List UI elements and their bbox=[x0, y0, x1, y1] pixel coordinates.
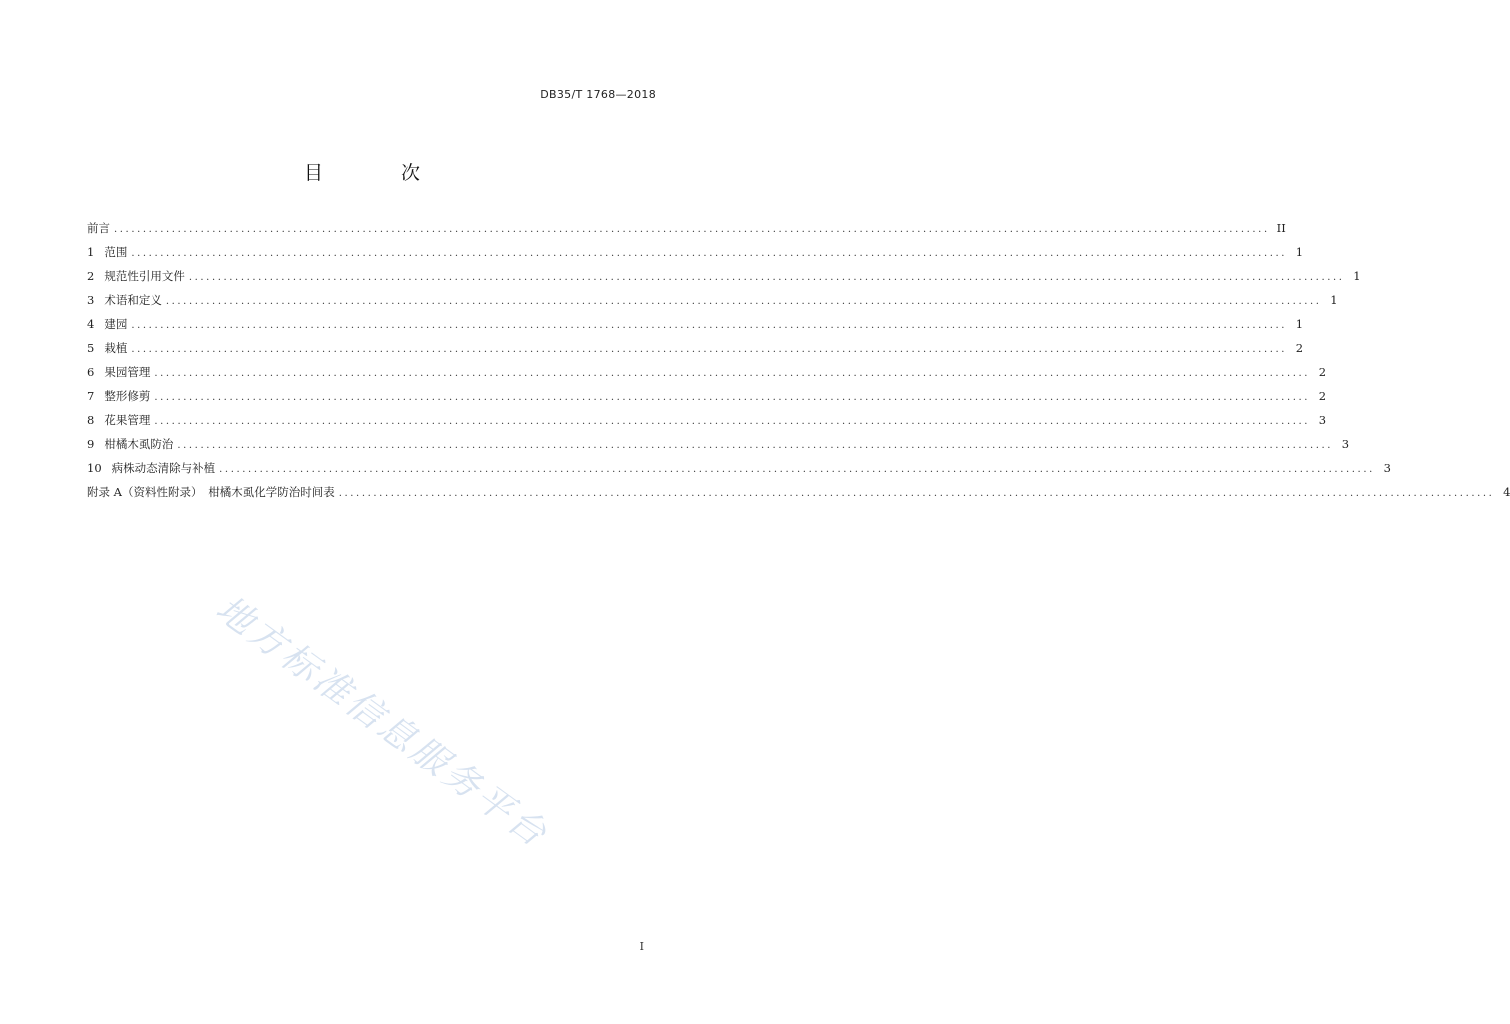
toc-entry-label: 整形修剪 bbox=[104, 389, 151, 403]
toc-entry-number: 7 bbox=[87, 389, 95, 403]
toc-entry-page: 2 bbox=[1295, 341, 1304, 355]
toc-dot-leader: ........................................................................................................................................................................................................ bbox=[177, 440, 1334, 451]
toc-dot-leader: ........................................................................................................................................................................................................ bbox=[114, 224, 1270, 235]
toc-entry[interactable] bbox=[87, 240, 1304, 264]
toc-entry-number: 4 bbox=[87, 317, 95, 331]
toc-entry-number: 2 bbox=[87, 269, 95, 283]
toc-entry[interactable] bbox=[87, 360, 1327, 384]
toc-entry-number: 3 bbox=[87, 293, 95, 307]
toc-entry-label: 术语和定义 bbox=[104, 293, 162, 307]
toc-entry-number: 10 bbox=[87, 461, 102, 475]
standard-code: DB35/T 1768—2018 bbox=[540, 88, 656, 101]
toc-entry[interactable] bbox=[87, 480, 1510, 504]
page-title: 目 次 bbox=[303, 162, 457, 184]
toc-entry-number: 5 bbox=[87, 341, 95, 355]
toc-dot-leader: ........................................................................................................................................................................................................ bbox=[131, 344, 1288, 355]
toc-dot-leader: ........................................................................................................................................................................................................ bbox=[219, 464, 1375, 475]
toc-dot-leader: ........................................................................................................................................................................................................ bbox=[154, 416, 1311, 427]
toc-entry-label: 附录 A（资料性附录） 柑橘木虱化学防治时间表 bbox=[87, 485, 335, 499]
table-of-contents bbox=[87, 216, 1510, 504]
toc-entry-page: 4 bbox=[1503, 485, 1510, 499]
toc-entry[interactable] bbox=[87, 456, 1391, 480]
toc-entry-label: 果园管理 bbox=[104, 365, 151, 379]
toc-entry-page: 2 bbox=[1318, 365, 1327, 379]
toc-dot-leader: ........................................................................................................................................................................................................ bbox=[154, 392, 1311, 403]
toc-entry-page: 1 bbox=[1295, 317, 1304, 331]
toc-entry[interactable] bbox=[87, 408, 1327, 432]
page-number: I bbox=[639, 940, 644, 953]
toc-entry-label: 病株动态清除与补植 bbox=[111, 461, 216, 475]
toc-entry[interactable] bbox=[87, 312, 1304, 336]
toc-entry-number: 9 bbox=[87, 437, 95, 451]
watermark: 地方标准信息服务平台 bbox=[208, 588, 557, 857]
toc-entry[interactable] bbox=[87, 384, 1327, 408]
toc-entry[interactable] bbox=[87, 264, 1361, 288]
toc-dot-leader: ........................................................................................................................................................................................................ bbox=[165, 296, 1322, 307]
toc-entry-label: 规范性引用文件 bbox=[104, 269, 185, 283]
toc-dot-leader: ........................................................................................................................................................................................................ bbox=[154, 368, 1311, 379]
toc-entry-page: 2 bbox=[1318, 389, 1327, 403]
toc-entry-number: 8 bbox=[87, 413, 95, 427]
toc-entry[interactable] bbox=[87, 336, 1304, 360]
toc-entry-label: 建园 bbox=[104, 317, 128, 331]
toc-entry[interactable] bbox=[87, 288, 1338, 312]
toc-entry-page: 1 bbox=[1353, 269, 1361, 283]
toc-entry-page: 1 bbox=[1330, 293, 1338, 307]
toc-entry-label: 范围 bbox=[104, 245, 128, 259]
toc-dot-leader: ........................................................................................................................................................................................................ bbox=[131, 320, 1288, 331]
toc-entry-page: 1 bbox=[1295, 245, 1304, 259]
toc-entry-label: 栽植 bbox=[104, 341, 128, 355]
toc-dot-leader: ........................................................................................................................................................................................................ bbox=[131, 248, 1288, 259]
toc-entry-number: 6 bbox=[87, 365, 95, 379]
toc-entry-label: 前言 bbox=[87, 221, 110, 235]
toc-dot-leader: ........................................................................................................................................................................................................ bbox=[338, 488, 1495, 499]
toc-entry-page: 3 bbox=[1318, 413, 1327, 427]
toc-dot-leader: ........................................................................................................................................................................................................ bbox=[188, 272, 1345, 283]
toc-entry[interactable] bbox=[87, 432, 1350, 456]
toc-entry-label: 花果管理 bbox=[104, 413, 151, 427]
toc-entry-page: II bbox=[1276, 221, 1286, 235]
toc-entry[interactable] bbox=[87, 216, 1286, 240]
toc-entry-number: 1 bbox=[87, 245, 95, 259]
toc-entry-label: 柑橘木虱防治 bbox=[104, 437, 174, 451]
toc-entry-page: 3 bbox=[1341, 437, 1350, 451]
toc-entry-page: 3 bbox=[1383, 461, 1391, 475]
